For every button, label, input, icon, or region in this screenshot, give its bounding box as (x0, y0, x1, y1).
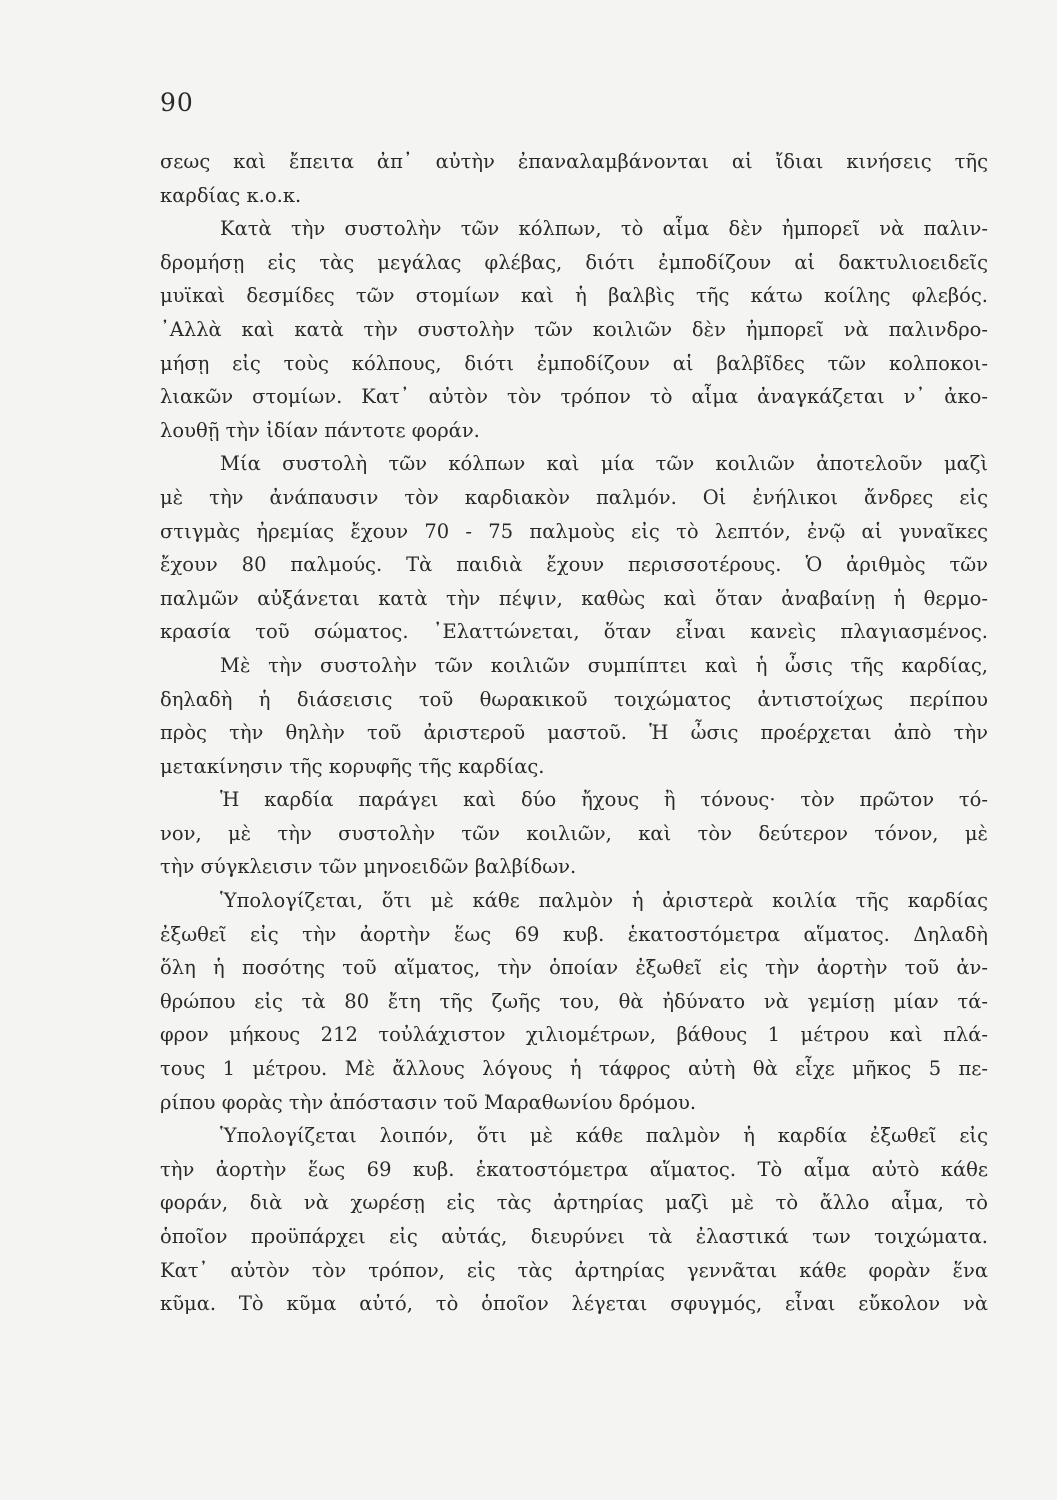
text-line: λιακῶν στομίων. Κατ᾽ αὐτὸν τὸν τρόπον τὸ αἷμα ἀναγκάζεται ν᾽ ἀκο- (160, 385, 988, 409)
text-line: Μὲ τὴν συστολὴν τῶν κοιλιῶν συμπίπτει καὶ ἡ ὦσις τῆς καρδίας, (220, 653, 988, 677)
text-line: ὁποῖον προϋπάρχει εἰς αὐτάς, διευρύνει τὰ ἐλαστικά των τοιχώματα. (160, 1225, 988, 1248)
text-line: ρίπου φορὰς τὴν ἀπόστασιν τοῦ Μαραθωνίου δρόμου. (160, 1090, 697, 1114)
text-line: πρὸς τὴν θηλὴν τοῦ ἀριστεροῦ μαστοῦ. Ἡ ὦσις προέρχεται ἀπὸ τὴν (160, 721, 988, 745)
text-line: ἔχουν 80 παλμούς. Τὰ παιδιὰ ἔχουν περισσοτέρους. Ὁ ἀριθμὸς τῶν (160, 553, 988, 577)
text-line: Κατ᾽ αὐτὸν τὸν τρόπον, εἰς τὰς ἀρτηρίας γεννᾶται κάθε φορὰν ἕνα (160, 1258, 988, 1282)
text-line: δρομήσῃ εἰς τὰς μεγάλας φλέβας, διότι ἐμποδίζουν αἱ δακτυλιοειδεῖς (160, 250, 988, 274)
body-text (160, 145, 988, 1321)
text-line: νον, μὲ τὴν συστολὴν τῶν κοιλιῶν, καὶ τὸν δεύτερον τόνον, μὲ (160, 821, 988, 845)
text-line: μήσῃ εἰς τοὺς κόλπους, διότι ἐμποδίζουν αἱ βαλβῖδες τῶν κολποκοι- (160, 351, 988, 375)
text-line: τους 1 μέτρου. Μὲ ἄλλους λόγους ἡ τάφρος αὐτὴ θὰ εἶχε μῆκος 5 πε- (160, 1057, 988, 1081)
text-line: λουθῇ τὴν ἰδίαν πάντοτε φοράν. (160, 418, 480, 442)
text-line: τὴν σύγκλεισιν τῶν μηνοειδῶν βαλβίδων. (160, 855, 577, 879)
text-line: σεως καὶ ἔπειτα ἀπ᾽ αὐτὴν ἐπαναλαμβάνονται αἱ ἴδιαι κινήσεις τῆς (160, 150, 988, 173)
text-line: μὲ τὴν ἀνάπαυσιν τὸν καρδιακὸν παλμόν. Οἱ ἐνήλικοι ἄνδρες εἰς (160, 485, 988, 509)
text-line: Ἡ καρδία παράγει καὶ δύο ἤχους ἢ τόνους· τὸν πρῶτον τό- (220, 788, 988, 812)
text-line: Ὑπολογίζεται, ὅτι μὲ κάθε παλμὸν ἡ ἀριστερὰ κοιλία τῆς καρδίας (220, 889, 988, 913)
text-line: φρον μήκους 212 τοὐλάχιστον χιλιομέτρων, βάθους 1 μέτρου καὶ πλά- (160, 1023, 988, 1047)
text-line: μετακίνησιν τῆς κορυφῆς τῆς καρδίας. (160, 754, 545, 778)
text-line: παλμῶν αὐξάνεται κατὰ τὴν πέψιν, καθὼς καὶ ὅταν ἀναβαίνῃ ἡ θερμο- (160, 586, 988, 610)
text-line: θρώπου εἰς τὰ 80 ἔτη τῆς ζωῆς του, θὰ ἠδύνατο νὰ γεμίσῃ μίαν τά- (160, 989, 988, 1013)
text-line: μυϊκαὶ δεσμίδες τῶν στομίων καὶ ἡ βαλβὶς τῆς κάτω κοίλης φλεβός. (160, 284, 988, 308)
text-line: Ὑπολογίζεται λοιπόν, ὅτι μὲ κάθε παλμὸν ἡ καρδία ἐξωθεῖ εἰς (220, 1124, 988, 1148)
text-line: στιγμὰς ἠρεμίας ἔχουν 70 - 75 παλμοὺς εἰς τὸ λεπτόν, ἐνῷ αἱ γυναῖκες (160, 519, 988, 543)
text-line: ᾽Αλλὰ καὶ κατὰ τὴν συστολὴν τῶν κοιλιῶν δὲν ἠμπορεῖ νὰ παλινδρο- (160, 317, 988, 341)
text-line: κῦμα. Τὸ κῦμα αὐτό, τὸ ὁποῖον λέγεται σφυγμός, εἶναι εὔκολον νὰ (160, 1292, 988, 1316)
text-line: κρασία τοῦ σώματος. ᾽Ελαττώνεται, ὅταν εἶναι κανεὶς πλαγιασμένος. (160, 620, 988, 644)
text-line: ὅλη ἡ ποσότης τοῦ αἵματος, τὴν ὁποίαν ἐξωθεῖ εἰς τὴν ἀορτὴν τοῦ ἀν- (160, 956, 988, 980)
text-line: τὴν ἀορτὴν ἕως 69 κυβ. ἑκατοστόμετρα αἵματος. Τὸ αἷμα αὐτὸ κάθε (160, 1157, 988, 1181)
text-line: φοράν, διὰ νὰ χωρέσῃ εἰς τὰς ἀρτηρίας μαζὶ μὲ τὸ ἄλλο αἷμα, τὸ (160, 1191, 988, 1215)
text-line: ἐξωθεῖ εἰς τὴν ἀορτὴν ἕως 69 κυβ. ἑκατοστόμετρα αἵματος. Δηλαδὴ (160, 922, 988, 946)
text-line: καρδίας κ.ο.κ. (160, 183, 302, 207)
page-number: 90 (160, 88, 194, 117)
text-line: Μία συστολὴ τῶν κόλπων καὶ μία τῶν κοιλιῶν ἀποτελοῦν μαζὶ (220, 452, 988, 476)
text-line: δηλαδὴ ἡ διάσεισις τοῦ θωρακικοῦ τοιχώματος ἀντιστοίχως περίπου (160, 687, 988, 711)
text-line: Κατὰ τὴν συστολὴν τῶν κόλπων, τὸ αἷμα δὲν ἠμπορεῖ νὰ παλιν- (220, 217, 988, 241)
